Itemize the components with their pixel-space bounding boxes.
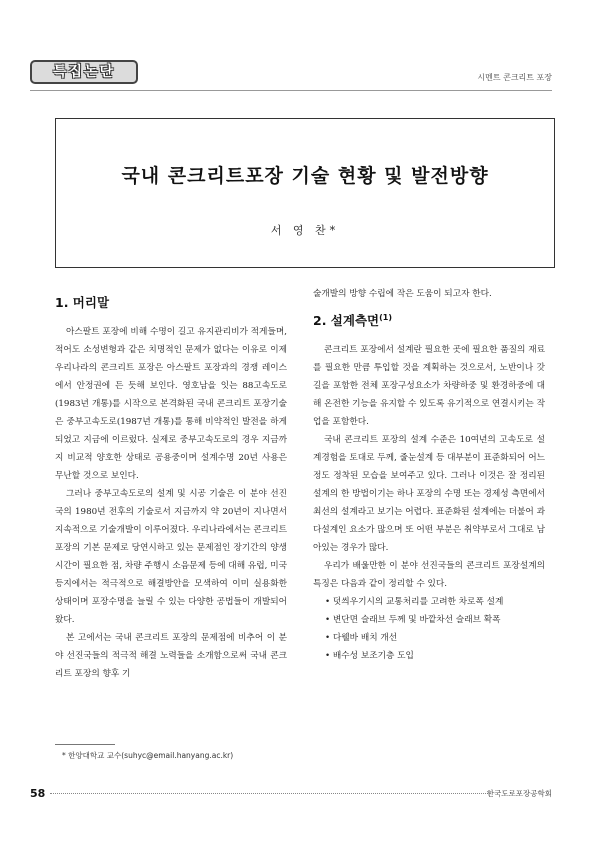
section-badge: 특집논단 (30, 60, 138, 84)
section-heading-intro: 1. 머리말 (55, 295, 110, 310)
header-rule (30, 90, 552, 91)
title-box (55, 118, 555, 268)
article-author: 서 영 찬* (270, 224, 340, 237)
intro-paragraph-2: 그러나 중부고속도로의 설계 및 시공 기술은 이 분야 선진국의 1980년 전후의 기술로서 지금까지 약 20년이 지나면서 지속적으로 기술개발이 이루어졌다. 우리나라에서는 콘크리트 포장의 기본 문제로 당연시하고 있는 문제점인 장기간의 양생시간이 필요한 점, 차량 주행시 소음문제 등에 대해 유럽, 미국 등지에서는 적극적으로 해결방안을 모색하여 이미 실용화한 상태이며 포장수명을 늘릴 수 있는 다양한 공법들이 개발되어왔다. (55, 489, 288, 625)
intro-continuation: 술개발의 방향 수립에 작은 도움이 되고자 한다. (313, 289, 492, 299)
footer-organization: 한국도로포장공학회 (486, 789, 552, 798)
list-item: • 변단면 슬래브 두께 및 바깥차선 슬래브 확폭 (325, 611, 545, 629)
right-column (313, 285, 545, 665)
footnote-rule (55, 744, 115, 745)
article-title: 국내 콘크리트포장 기술 현황 및 발전방향 (121, 165, 489, 187)
running-title: 시멘트 콘크리트 포장 (477, 73, 552, 82)
section-heading-design-text: 2. 설계측면 (313, 313, 380, 328)
footer-rule (50, 793, 490, 794)
list-item: • 다웰바 배치 개선 (325, 629, 545, 647)
heading-footnote-ref: (1) (379, 312, 392, 322)
list-item: • 배수성 보조기층 도입 (325, 647, 545, 665)
left-column (55, 285, 287, 683)
design-feature-list (313, 593, 545, 665)
design-paragraph-1: 콘크리트 포장에서 설계란 필요한 곳에 필요한 품질의 재료를 필요한 만큼 투입할 것을 계획하는 것으로서, 노반이나 갓길을 포함한 전체 포장구성요소가 차량하중 및 환경하중에 대해 온전한 기능을 유지할 수 있도록 유기적으로 연결시키는 작업을 포함한다. (313, 345, 545, 427)
page-number: 58 (30, 787, 46, 800)
section-heading-design (313, 311, 545, 329)
intro-paragraph-1: 아스팔트 포장에 비해 수명이 길고 유지관리비가 적게들며, 적어도 소성변형과 같은 치명적인 문제가 없다는 이유로 이제 우리나라의 콘크리트 포장은 아스팔트 포장과의 경쟁 레이스에서 안정권에 든 듯해 보인다. 영호남을 잇는 88고속도로(1983년 개통)를 시작으로 본격화된 국내 콘크리트 포장기술은 중부고속도로(1987년 개통)를 통해 비약적인 발전을 하게되었고 지금에 이르렀다. 실제로 중부고속도로의 경우 지금까지 비교적 양호한 상태로 공용중이며 설계수명 20년 사용은 무난할 것으로 보인다. (55, 327, 287, 481)
design-paragraph-2: 국내 콘크리트 포장의 설계 수준은 10여년의 고속도로 설계경험을 토대로 두께, 줄눈설계 등 대부분이 표준화되어 어느 정도 정착된 모습을 보여주고 있다. 그러나 이것은 잘 정리된 설계의 한 방법이기는 하나 포장의 수명 또는 경제성 측면에서 최선의 설계라고 보기는 어렵다. 표준화된 설계에는 더불어 과다설계인 요소가 많으며 또 어떤 부분은 취약부로서 그대로 남아있는 경우가 많다. (313, 435, 545, 553)
list-item: • 덧씌우기시의 교통처리를 고려한 차로폭 설계 (325, 593, 545, 611)
design-paragraph-3: 우리가 배울만한 이 분야 선진국들의 콘크리트 포장설계의 특징은 다음과 같이 정리할 수 있다. (313, 561, 545, 589)
intro-paragraph-3: 본 고에서는 국내 콘크리트 포장의 문제점에 비추어 이 분야 선진국들의 적극적 해결 노력들을 소개함으로써 국내 콘크리트 포장의 향후 기 (55, 633, 287, 679)
author-footnote: * 한양대학교 교수(suhyc@email.hanyang.ac.kr) (62, 751, 234, 760)
